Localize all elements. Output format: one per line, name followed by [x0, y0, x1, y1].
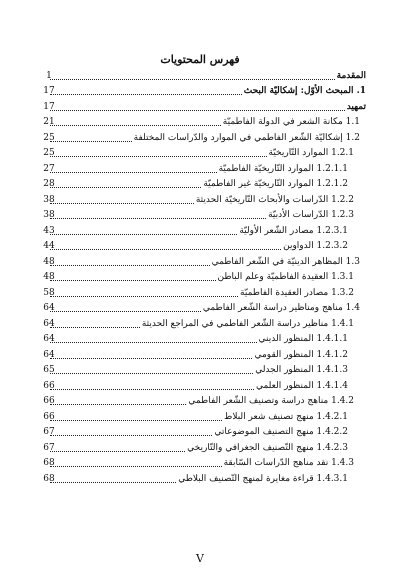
- toc-page-number: 65: [43, 365, 55, 375]
- toc-row[interactable]: [38, 376, 366, 392]
- toc-page-number: 66: [43, 411, 55, 422]
- page-folio: V: [196, 552, 204, 565]
- toc-row[interactable]: [38, 113, 366, 129]
- toc-row[interactable]: [38, 330, 366, 346]
- toc-entry-label: 1.2.1 الموارد التّاريخيّة: [268, 148, 354, 158]
- toc-page-number: 44: [43, 241, 55, 251]
- dot-leader: [50, 327, 140, 328]
- toc-row[interactable]: [38, 345, 366, 361]
- toc-entry-label: 1.4.2.3 منهج التّصنيف الجغرافي والتّاريخي: [187, 442, 348, 453]
- toc-entry-label: 1.4.1 مناظير دراسة الشّعر الفاطمي في المراجع الحديثة: [141, 318, 354, 329]
- toc-page-number: 48: [43, 272, 55, 282]
- dot-leader: [50, 482, 176, 483]
- dot-leader: [50, 342, 257, 343]
- toc-entry-label: 1.4.2.2 منهج التصنيف الموضوعاتي: [214, 427, 348, 437]
- toc-page-number: 1: [46, 70, 52, 81]
- toc-page-number: 66: [43, 396, 55, 406]
- toc-entry-label: 1.4.1.2 المنظور القومي: [254, 349, 348, 360]
- dot-leader: [50, 187, 201, 188]
- dot-leader: [50, 249, 281, 250]
- toc-row[interactable]: [38, 469, 366, 485]
- toc-row[interactable]: [38, 82, 366, 98]
- toc-entry-label: 1.2.3.2 الدواوين: [283, 241, 348, 251]
- dot-leader: [50, 280, 216, 281]
- dot-leader: [50, 451, 185, 452]
- toc-entry-label: 1.3 المظاهر الدينيّة في الشّعر الفاطمي: [211, 256, 360, 267]
- toc-page-number: 67: [43, 442, 55, 453]
- toc-entry-label: تمهيد: [346, 101, 366, 112]
- toc-row[interactable]: [38, 268, 366, 284]
- toc-entry-label: 1.4.1.4 المنظور العلمي: [255, 380, 348, 391]
- toc-row[interactable]: [38, 190, 366, 206]
- toc-entry-label: 1.3.1 العقيدة الفاطميّة وعلم الباطن: [217, 272, 354, 282]
- toc-page-number: 38: [43, 194, 55, 205]
- toc-page-number: 27: [43, 163, 55, 174]
- toc-entry-label: 1.4.3 نقد مناهج الدّراسات السّابقة: [223, 458, 354, 468]
- toc-row[interactable]: [38, 221, 366, 237]
- toc-entry-label: 1.2.2 الدّراسات والأبحاث التّاريخيّة الحديثة: [195, 194, 354, 205]
- dot-leader: [50, 265, 210, 266]
- toc-row[interactable]: [38, 128, 366, 144]
- toc-row[interactable]: [38, 144, 366, 160]
- toc-entry-label: 1.2.3.1 مصادر الشّعر الأوليّة: [239, 225, 348, 236]
- toc-page-number: 64: [43, 318, 55, 329]
- toc-page-number: 64: [43, 334, 55, 344]
- toc-page-number: 68: [43, 473, 55, 484]
- toc-row[interactable]: [38, 237, 366, 253]
- toc-row[interactable]: [38, 206, 366, 222]
- toc-page-number: 21: [43, 117, 55, 127]
- dot-leader: [50, 466, 222, 467]
- dot-leader: [50, 110, 345, 111]
- dot-leader: [50, 156, 267, 157]
- toc-page-number: 17: [43, 86, 55, 96]
- toc-entry-label: 1.4.2.1 منهج تصنيف شعر البلاط: [224, 411, 348, 422]
- dot-leader: [50, 125, 221, 126]
- page-title: فهرس المحتويات: [160, 53, 240, 66]
- toc-row[interactable]: [38, 66, 366, 82]
- toc-row[interactable]: [38, 252, 366, 268]
- toc-row[interactable]: [38, 454, 366, 470]
- toc-entry-label: 1.1 مكانة الشعر في الدولة الفاطميّة: [222, 117, 360, 127]
- toc-page-number: 67: [43, 427, 55, 437]
- dot-leader: [50, 218, 266, 219]
- toc-entry-label: 1.4 مناهج ومناظير دراسة الشّعر الفاطمي: [202, 303, 360, 313]
- toc-entry-label: 1.4.1.1 المنظور الديني: [258, 334, 348, 344]
- dot-leader: [50, 373, 253, 374]
- dot-leader: [50, 420, 222, 421]
- toc-page-number: 64: [43, 303, 55, 313]
- toc-entry-label: 1.4.1.3 المنظور الجدلي: [255, 365, 348, 375]
- dot-leader: [50, 172, 217, 173]
- table-of-contents: [38, 66, 366, 485]
- toc-row[interactable]: [38, 283, 366, 299]
- toc-entry-label: 1.3.2 مصادر العقيدة الفاطميّة: [240, 287, 354, 298]
- toc-entry-label: 1. المبحث الأوّل: إشكاليّة البحث: [243, 86, 366, 96]
- dot-leader: [50, 94, 242, 95]
- dot-leader: [50, 435, 212, 436]
- toc-page-number: 66: [43, 380, 55, 391]
- dot-leader: [50, 296, 238, 297]
- dot-leader: [50, 203, 194, 204]
- toc-page-number: 17: [43, 101, 55, 112]
- toc-page-number: 58: [43, 287, 55, 298]
- toc-entry-label: 1.2 إشكاليّة الشّعر الفاطمي في الموارد والدّراسات المختلفة: [133, 132, 360, 143]
- toc-page-number: 43: [43, 225, 55, 236]
- dot-leader: [50, 234, 237, 235]
- toc-entry-label: المقدمة: [336, 70, 366, 81]
- dot-leader: [50, 404, 186, 405]
- toc-row[interactable]: [38, 407, 366, 423]
- toc-row[interactable]: [38, 314, 366, 330]
- dot-leader: [50, 141, 132, 142]
- toc-entry-label: 1.4.3.1 قراءة مغايرة لمنهج التّصنيف البلاطي: [178, 473, 348, 484]
- toc-entry-label: 1.2.1.2 الموارد التّاريخيّة غير الفاطميّة: [203, 179, 348, 189]
- toc-page-number: 25: [43, 132, 55, 143]
- toc-row[interactable]: [38, 423, 366, 439]
- toc-page-number: 68: [43, 458, 55, 468]
- toc-entry-label: 1.4.2 مناهج دراسة وتصنيف الشّعر الفاطمي: [188, 396, 354, 406]
- toc-row[interactable]: [38, 438, 366, 454]
- toc-row[interactable]: [38, 361, 366, 377]
- toc-row[interactable]: [38, 97, 366, 113]
- dot-leader: [50, 311, 201, 312]
- toc-row[interactable]: [38, 299, 366, 315]
- toc-page-number: 48: [43, 256, 55, 267]
- toc-entry-label: 1.2.3 الدّراسات الأدبيّة: [268, 210, 354, 220]
- toc-row[interactable]: [38, 392, 366, 408]
- dot-leader: [50, 358, 252, 359]
- dot-leader: [50, 389, 254, 390]
- toc-page-number: 38: [43, 210, 55, 220]
- dot-leader: [50, 79, 335, 80]
- toc-row[interactable]: [38, 175, 366, 191]
- toc-page-number: 28: [43, 179, 55, 189]
- toc-page-number: 64: [43, 349, 55, 360]
- toc-page-number: 25: [43, 148, 55, 158]
- toc-row[interactable]: [38, 159, 366, 175]
- toc-entry-label: 1.2.1.1 الموارد التّاريخيّة الفاطميّة: [218, 163, 348, 174]
